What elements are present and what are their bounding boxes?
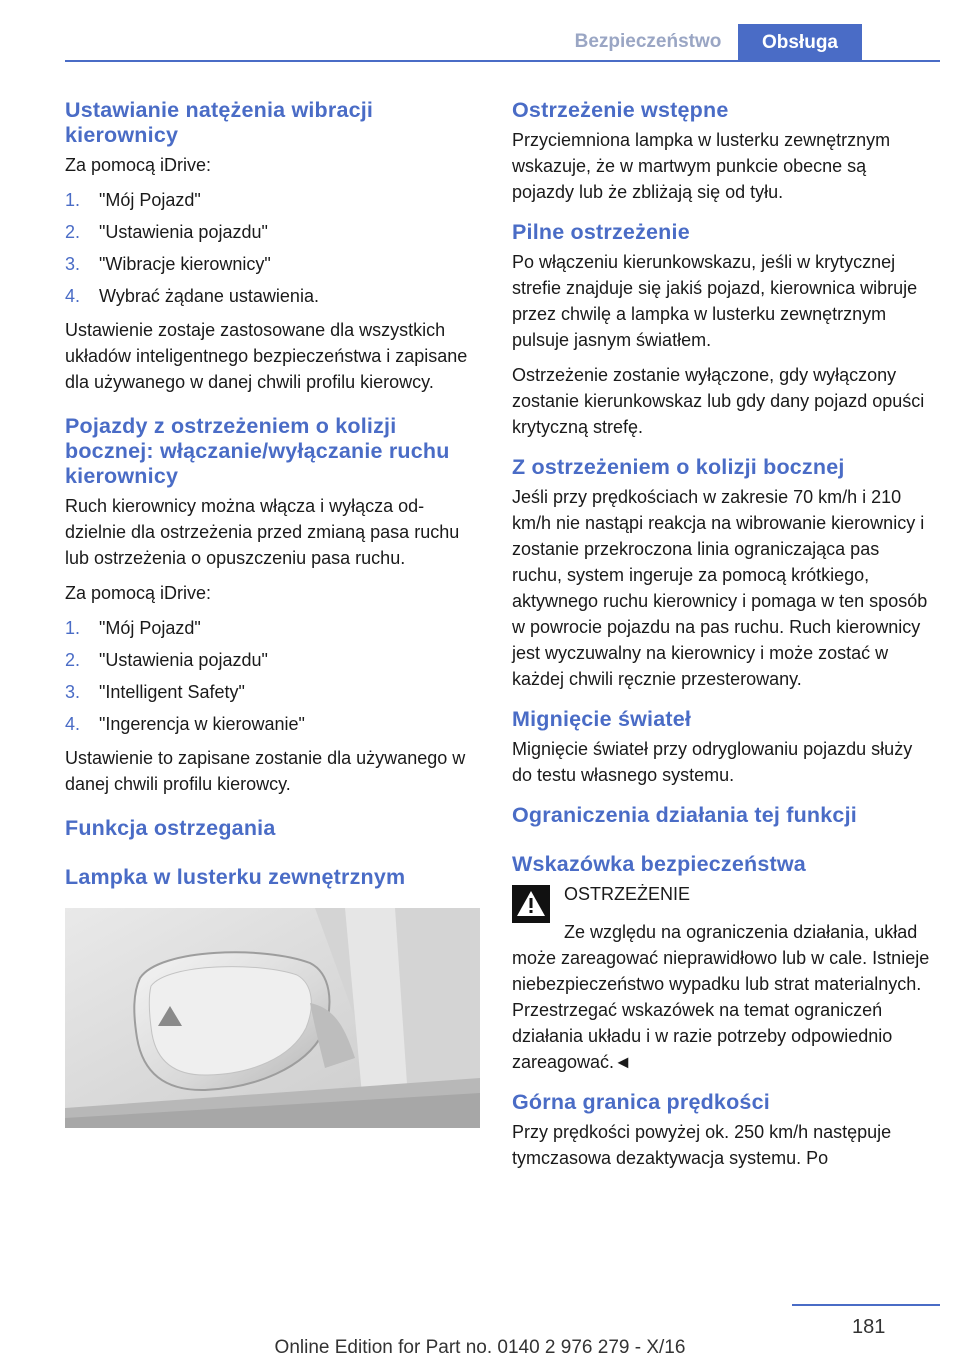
section-title-warning-function: Funkcja ostrzegania (65, 816, 276, 840)
vibration-note: Ustawienie zostaje zastosowane dla wszystkich układów inteligentnego bezpieczeństwa i zapisane dla używanego w danej chwili profilu kierowcy. (65, 320, 468, 392)
step-text: "Mój Pojazd" (99, 618, 201, 638)
edition-footer: Online Edition for Part no. 0140 2 976 279 - X/16 (274, 1337, 686, 1358)
section-title-side-collision-warning: Z ostrzeżeniem o kolizji bocznej (512, 455, 845, 479)
step-number: 3. (65, 682, 81, 702)
step-item (65, 283, 477, 315)
steps-list-vibration (65, 187, 477, 315)
left-column (65, 98, 477, 1128)
section-title-light-flash: Mignięcie świateł (512, 707, 692, 731)
page-header (0, 0, 960, 62)
footer-divider (792, 1304, 940, 1306)
side-collision-warning-body: Jeśli przy prędkościach w zakresie 70 km/h i 210 km/h nie nastąpi reakcja na wibrowanie kierownicy i zostanie przekroczona linia ograniczająca pas ruchu, system ingeruje za pomocą krótkiego, aktywnego ruchu kierownicy i pomaga w ten sposób w powrocie pojazdu na pas ruchu. Ruch kierownicy jest wyczuwalny na kierownicy i może zostać w każdej chwili ręcznie przesterowany. (512, 487, 928, 689)
tab-obsluga[interactable]: Obsługa (738, 24, 862, 62)
pre-warning-body: Przyciemniona lampka w lusterku zewnętrznym wskazuje, że w martwym punkcie obecne są pojazdy lub że zbliżają się od tyłu. (512, 130, 891, 202)
page-number: 181 (852, 1316, 886, 1338)
step-item (65, 187, 477, 219)
section-title-limitations: Ograniczenia działania tej funkcji (512, 803, 857, 827)
step-number: 2. (65, 222, 81, 242)
warning-triangle-icon (512, 885, 550, 923)
side-mirror-blind-spot-image (65, 908, 480, 1128)
tab-bezpieczenstwo[interactable]: Bezpieczeństwo (574, 31, 722, 52)
step-text: Wybrać żądane ustawienia. (99, 286, 319, 306)
speed-limit-body: Przy prędkości powyżej ok. 250 km/h następuje tymczasowa dezaktywacja systemu. Po (512, 1122, 892, 1168)
step-text: "Ustawienia pojazdu" (99, 650, 268, 670)
step-item (65, 679, 477, 711)
steering-note: Ustawienie to zapisane zostanie dla używanego w danej chwili profilu kierowcy. (65, 748, 466, 794)
step-item (65, 251, 477, 283)
step-number: 3. (65, 254, 81, 274)
step-number: 1. (65, 618, 81, 638)
warning-heading: OSTRZEŻENIE (564, 884, 691, 904)
side-collision-body: Ruch kierownicy można włącza i wyłącza oddzielnie dla ostrzeżenia przed zmianą pasa ruchu lub ostrzeżenia o opuszczeniu pasa ruchu. (65, 496, 460, 568)
right-column (512, 98, 932, 1180)
urgent-warning-body-2: Ostrzeżenie zostanie wyłączone, gdy wyłączony zostanie kierunkowskaz lub gdy dany pojazd opuści krytyczną strefę. (512, 365, 925, 437)
step-item (65, 615, 477, 647)
steps-list-steering (65, 615, 477, 743)
step-item (65, 219, 477, 251)
idrive-intro: Za pomocą iDrive: (65, 155, 212, 175)
step-number: 4. (65, 714, 81, 734)
step-number: 2. (65, 650, 81, 670)
section-title-urgent-warning: Pilne ostrzeżenie (512, 220, 690, 244)
section-title-mirror-lamp: Lampka w lusterku zewnętrznym (65, 865, 406, 889)
step-number: 1. (65, 190, 81, 210)
step-text: "Ustawienia pojazdu" (99, 222, 268, 242)
section-title-pre-warning: Ostrzeżenie wstępne (512, 98, 729, 122)
header-divider (65, 60, 940, 62)
step-text: "Intelligent Safety" (99, 682, 245, 702)
warning-text: Ze względu na ograniczenia działania, układ może zareagować nieprawidłowo lub w cale. Istnieje niebezpieczeństwo wypadku lub strat materialnych. Przestrzegać wskazówek na temat ograniczeń działania układu i w razie potrzeby odpowiednio zareagować.◄ (512, 922, 930, 1072)
warning-block (512, 881, 932, 1075)
step-number: 4. (65, 286, 81, 306)
section-title-vibration: Ustawianie natężenia wibracji kierownicy (65, 98, 374, 147)
step-item (65, 711, 477, 743)
step-text: "Wibracje kierownicy" (99, 254, 271, 274)
section-title-speed-limit: Górna granica prędkości (512, 1090, 770, 1114)
step-item (65, 647, 477, 679)
light-flash-body: Mignięcie świateł przy odryglowaniu pojazdu służy do testu własnego systemu. (512, 739, 913, 785)
section-title-side-collision: Pojazdy z ostrzeżeniem o kolizji bocznej: włączanie/wyłączanie ruchu kierownicy (65, 414, 450, 488)
step-text: "Ingerencja w kierowanie" (99, 714, 305, 734)
idrive-intro-2: Za pomocą iDrive: (65, 583, 212, 603)
step-text: "Mój Pojazd" (99, 190, 201, 210)
urgent-warning-body-1: Po włączeniu kierunkowskazu, jeśli w krytycznej strefie znajduje się jakiś pojazd, kierownica wibruje przez chwilę a lampka w lusterku zewnętrznym pulsuje jasnym światłem. (512, 252, 918, 350)
section-title-safety-note: Wskazówka bezpieczeństwa (512, 852, 806, 876)
